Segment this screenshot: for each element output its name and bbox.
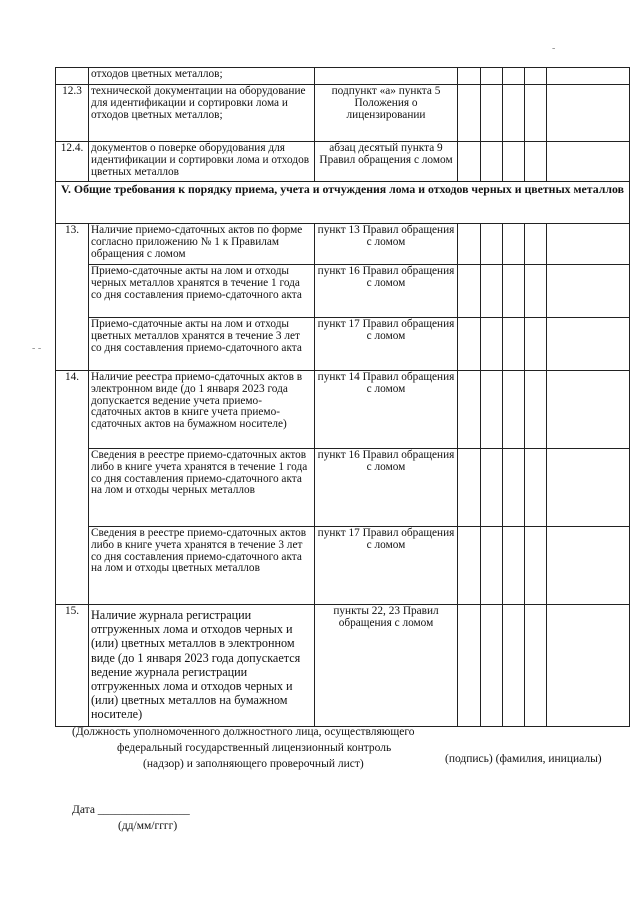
note-cell[interactable] bbox=[547, 224, 630, 265]
answer-cell-no[interactable] bbox=[481, 142, 503, 182]
answer-cell-na[interactable] bbox=[503, 605, 525, 727]
answer-cell-extra[interactable] bbox=[525, 449, 547, 527]
note-cell[interactable] bbox=[547, 142, 630, 182]
legal-reference: пункт 17 Правил обращения с ломом bbox=[315, 527, 458, 605]
note-cell[interactable] bbox=[547, 318, 630, 371]
answer-cell-yes[interactable] bbox=[458, 371, 481, 449]
answer-cell-na[interactable] bbox=[503, 318, 525, 371]
legal-reference: пункт 13 Правил обращения с ломом bbox=[315, 224, 458, 265]
note-cell[interactable] bbox=[547, 68, 630, 85]
answer-cell-extra[interactable] bbox=[525, 605, 547, 727]
row-number: 13. bbox=[56, 224, 89, 371]
answer-cell-na[interactable] bbox=[503, 142, 525, 182]
legal-reference: подпункт «а» пункта 5 Положения о лицензировании bbox=[315, 85, 458, 142]
answer-cell-yes[interactable] bbox=[458, 605, 481, 727]
row-number: 15. bbox=[56, 605, 89, 727]
answer-cell-yes[interactable] bbox=[458, 265, 481, 318]
signature-caption: (подпись) (фамилия, инициалы) bbox=[445, 753, 602, 765]
table-row bbox=[56, 224, 630, 265]
answer-cell-yes[interactable] bbox=[458, 224, 481, 265]
answer-cell-no[interactable] bbox=[481, 605, 503, 727]
legal-reference: абзац десятый пункта 9 Правил обращения с ломом bbox=[315, 142, 458, 182]
legal-reference: пункты 22, 23 Правил обращения с ломом bbox=[315, 605, 458, 727]
official-position-caption-line3: (надзор) и заполняющего проверочный лист) bbox=[143, 758, 364, 770]
legal-reference: пункт 16 Правил обращения с ломом bbox=[315, 265, 458, 318]
answer-cell-extra[interactable] bbox=[525, 371, 547, 449]
note-cell[interactable] bbox=[547, 605, 630, 727]
checklist-table bbox=[55, 67, 630, 727]
answer-cell-extra[interactable] bbox=[525, 527, 547, 605]
answer-cell-yes[interactable] bbox=[458, 142, 481, 182]
table-row bbox=[56, 605, 630, 727]
note-cell[interactable] bbox=[547, 265, 630, 318]
table-row bbox=[56, 449, 630, 527]
answer-cell-na[interactable] bbox=[503, 68, 525, 85]
table-row bbox=[56, 527, 630, 605]
answer-cell-extra[interactable] bbox=[525, 68, 547, 85]
scan-mark: - - bbox=[32, 343, 42, 354]
requirement-text: документов о поверке оборудования для идентификации и сортировки лома и отходов цветных металлов bbox=[89, 142, 315, 182]
row-number bbox=[56, 68, 89, 85]
answer-cell-extra[interactable] bbox=[525, 224, 547, 265]
scan-mark: - bbox=[552, 43, 556, 54]
answer-cell-yes[interactable] bbox=[458, 68, 481, 85]
answer-cell-na[interactable] bbox=[503, 224, 525, 265]
section-header-row bbox=[56, 182, 630, 224]
answer-cell-no[interactable] bbox=[481, 85, 503, 142]
note-cell[interactable] bbox=[547, 371, 630, 449]
answer-cell-no[interactable] bbox=[481, 449, 503, 527]
answer-cell-na[interactable] bbox=[503, 527, 525, 605]
table-row bbox=[56, 85, 630, 142]
answer-cell-no[interactable] bbox=[481, 527, 503, 605]
answer-cell-na[interactable] bbox=[503, 265, 525, 318]
table-row bbox=[56, 265, 630, 318]
legal-reference bbox=[315, 68, 458, 85]
requirement-text: Наличие реестра приемо-сдаточных актов в электронном виде (до 1 января 2023 года допускается ведение учета приемо-сдаточных актов в книге учета приемо-сдаточных актов на бумажном носителе) bbox=[89, 371, 315, 449]
answer-cell-no[interactable] bbox=[481, 265, 503, 318]
requirement-text: Сведения в реестре приемо-сдаточных актов либо в книге учета хранятся в течение 3 лет со дня составления приемо-сдаточного акта на лом и отходы цветных металлов bbox=[89, 527, 315, 605]
answer-cell-no[interactable] bbox=[481, 371, 503, 449]
requirement-text: Приемо-сдаточные акты на лом и отходы цветных металлов хранятся в течение 3 лет со дня составления приемо-сдаточного акта bbox=[89, 318, 315, 371]
answer-cell-extra[interactable] bbox=[525, 142, 547, 182]
answer-cell-no[interactable] bbox=[481, 224, 503, 265]
answer-cell-no[interactable] bbox=[481, 318, 503, 371]
date-format-caption: (дд/мм/гггг) bbox=[118, 820, 178, 832]
answer-cell-na[interactable] bbox=[503, 449, 525, 527]
requirement-text: Сведения в реестре приемо-сдаточных актов либо в книге учета хранятся в течение 1 года со дня составления приемо-сдаточного акта на лом и отходы черных металлов bbox=[89, 449, 315, 527]
note-cell[interactable] bbox=[547, 449, 630, 527]
row-number: 12.4. bbox=[56, 142, 89, 182]
legal-reference: пункт 17 Правил обращения с ломом bbox=[315, 318, 458, 371]
table-row bbox=[56, 68, 630, 85]
legal-reference: пункт 14 Правил обращения с ломом bbox=[315, 371, 458, 449]
note-cell[interactable] bbox=[547, 527, 630, 605]
table-row bbox=[56, 371, 630, 449]
answer-cell-extra[interactable] bbox=[525, 265, 547, 318]
legal-reference: пункт 16 Правил обращения с ломом bbox=[315, 449, 458, 527]
answer-cell-yes[interactable] bbox=[458, 85, 481, 142]
official-position-caption-line1: (Должность уполномоченного должностного лица, осуществляющего bbox=[72, 726, 415, 738]
date-field[interactable]: Дата ________________ bbox=[72, 804, 190, 816]
table-row bbox=[56, 318, 630, 371]
section-title: V. Общие требования к порядку приема, учета и отчуждения лома и отходов черных и цветных металлов bbox=[56, 182, 630, 224]
requirement-text: Наличие журнала регистрации отгруженных лома и отходов черных и (или) цветных металлов в электронном виде (до 1 января 2023 года допускается ведение журнала регистрации отгруженных лома и отходов черных и (или) цветных металлов на бумажном носителе) bbox=[89, 605, 315, 727]
requirement-text: Приемо-сдаточные акты на лом и отходы черных металлов хранятся в течение 1 года со дня составления приемо-сдаточного акта bbox=[89, 265, 315, 318]
answer-cell-yes[interactable] bbox=[458, 527, 481, 605]
note-cell[interactable] bbox=[547, 85, 630, 142]
answer-cell-yes[interactable] bbox=[458, 318, 481, 371]
requirement-text: Наличие приемо-сдаточных актов по форме согласно приложению № 1 к Правилам обращения с ломом bbox=[89, 224, 315, 265]
answer-cell-yes[interactable] bbox=[458, 449, 481, 527]
answer-cell-na[interactable] bbox=[503, 371, 525, 449]
table-row bbox=[56, 142, 630, 182]
answer-cell-extra[interactable] bbox=[525, 85, 547, 142]
requirement-text: технической документации на оборудование для идентификации и сортировки лома и отходов цветных металлов; bbox=[89, 85, 315, 142]
official-position-caption-line2: федеральный государственный лицензионный контроль bbox=[117, 742, 392, 754]
answer-cell-no[interactable] bbox=[481, 68, 503, 85]
row-number: 14. bbox=[56, 371, 89, 605]
row-number: 12.3 bbox=[56, 85, 89, 142]
requirement-text: отходов цветных металлов; bbox=[89, 68, 315, 85]
answer-cell-extra[interactable] bbox=[525, 318, 547, 371]
answer-cell-na[interactable] bbox=[503, 85, 525, 142]
